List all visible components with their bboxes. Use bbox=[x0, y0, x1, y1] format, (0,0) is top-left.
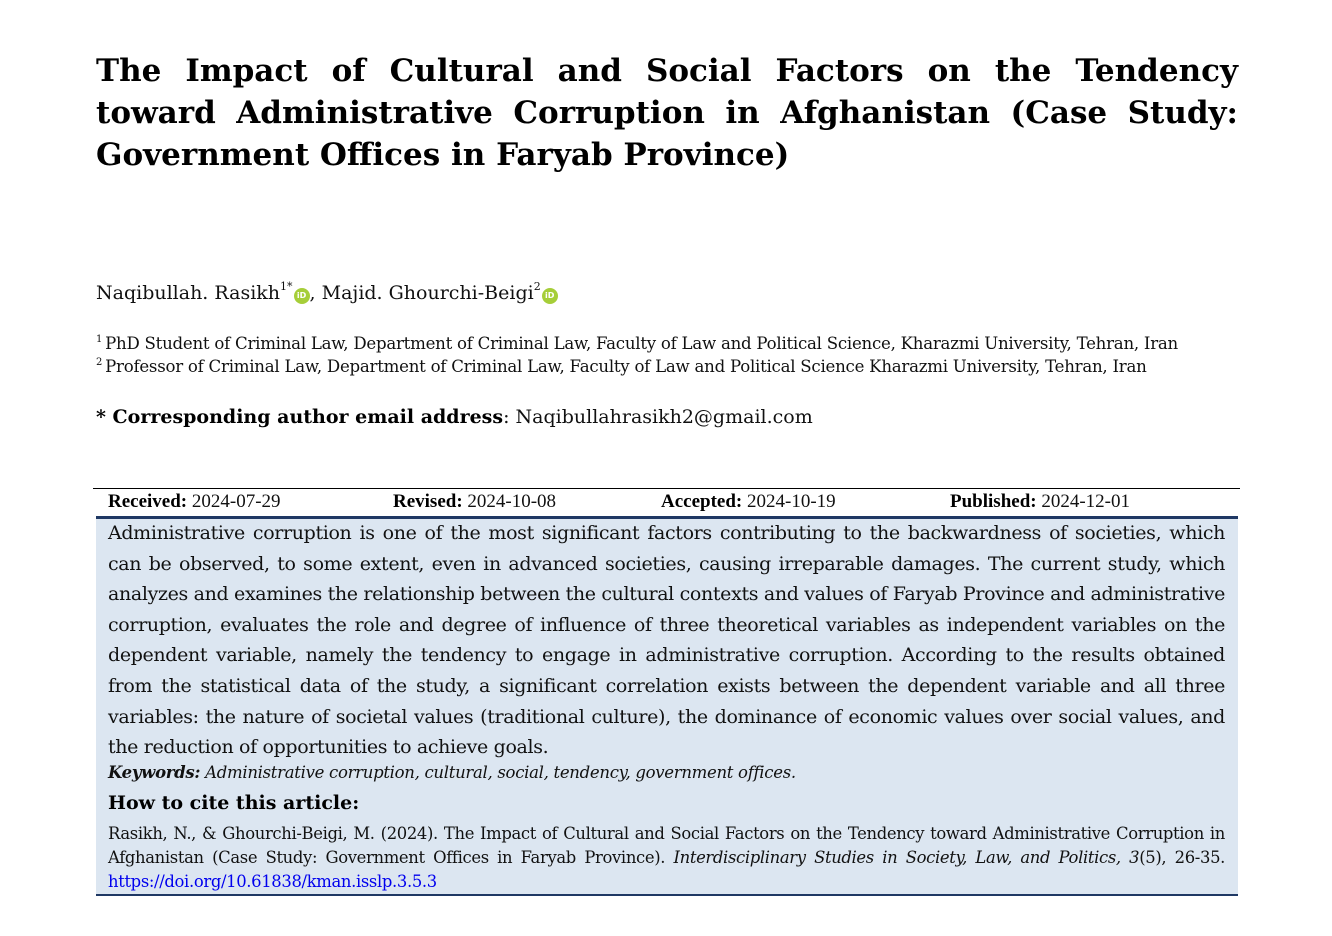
article-title: The Impact of Cultural and Social Factors on the Tendency toward Administrative Corruption in Afghanistan (Case Study: Government Offices in Faryab Province) bbox=[96, 53, 1238, 173]
published-label: Published: bbox=[950, 491, 1037, 512]
published-date bbox=[950, 491, 1130, 513]
revised-label: Revised: bbox=[393, 491, 463, 512]
doi-link[interactable]: https://doi.org/10.61838/kman.isslp.3.5.3 bbox=[108, 872, 437, 891]
keywords-label: Keywords: bbox=[108, 763, 201, 782]
affiliation-2 bbox=[96, 357, 1147, 376]
author-separator: , bbox=[309, 282, 322, 304]
orcid-icon[interactable]: iD bbox=[542, 288, 558, 304]
affiliation-number: 2 bbox=[96, 357, 103, 368]
author-list bbox=[96, 280, 558, 304]
abstract-text: Administrative corruption is one of the most significant factors contributing to the backwardness of societies, which can be observed, to some extent, even in advanced societies, causing irreparable damages. The current study, which analyzes and examines the relationship between the cultural contexts and values of Faryab Province and administrative corruption, evaluates the role and degree of influence of three theoretical variables as independent variables on the dependent variable, namely the tendency to engage in administrative corruption. According to the results obtained from the statistical data of the study, a significant correlation exists between the dependent variable and all three variables: the nature of societal values (traditional culture), the dominance of economic values over social values, and the reduction of opportunities to achieve goals. bbox=[108, 522, 1225, 759]
affiliation-text: PhD Student of Criminal Law, Department of Criminal Law, Faculty of Law and Political Science, Kharazmi University, Tehran, Iran bbox=[105, 334, 1178, 353]
citation-journal: Interdisciplinary Studies in Society, Law, and Politics, 3 bbox=[673, 848, 1140, 867]
corresponding-separator: : bbox=[503, 406, 516, 428]
affiliation-text: Professor of Criminal Law, Department of Criminal Law, Faculty of Law and Political Science Kharazmi University, Tehran, Iran bbox=[105, 357, 1147, 376]
orcid-icon[interactable]: iD bbox=[294, 288, 310, 304]
accepted-date bbox=[661, 491, 836, 513]
published-value: 2024-12-01 bbox=[1041, 491, 1130, 512]
keywords-text: Administrative corruption, cultural, social, tendency, government offices. bbox=[200, 763, 796, 782]
corresponding-label: * Corresponding author email address bbox=[96, 406, 504, 428]
received-label: Received: bbox=[108, 491, 188, 512]
affiliation-number: 1 bbox=[96, 334, 103, 345]
corresponding-author bbox=[96, 406, 813, 428]
citation-issue-pages: (5), 26-35. bbox=[1139, 848, 1226, 867]
revised-value: 2024-10-08 bbox=[467, 491, 557, 512]
author-name[interactable]: Naqibullah. Rasikh bbox=[96, 282, 281, 304]
corresponding-email[interactable]: Naqibullahrasikh2@gmail.com bbox=[515, 406, 813, 428]
citation bbox=[108, 822, 1225, 894]
received-value: 2024-07-29 bbox=[191, 491, 281, 512]
received-date bbox=[108, 491, 281, 513]
accepted-value: 2024-10-19 bbox=[747, 491, 836, 512]
keywords bbox=[108, 763, 796, 782]
cite-heading: How to cite this article: bbox=[108, 792, 360, 814]
dates-divider bbox=[93, 488, 1240, 489]
revised-date bbox=[393, 491, 556, 513]
accepted-label: Accepted: bbox=[661, 491, 743, 512]
author-name[interactable]: Majid. Ghourchi-Beigi bbox=[321, 282, 534, 304]
affiliation-1 bbox=[96, 334, 1178, 353]
citation-text: Rasikh, N., & Ghourchi-Beigi, M. (2024). The Impact of Cultural and Social Factors on the Tendency toward Administrative Corruption in Afghanistan (Case Study: Government Offices in Faryab Province). bbox=[108, 824, 1225, 867]
author-superscript: 2 bbox=[533, 280, 541, 293]
author-superscript: 1* bbox=[280, 280, 293, 293]
